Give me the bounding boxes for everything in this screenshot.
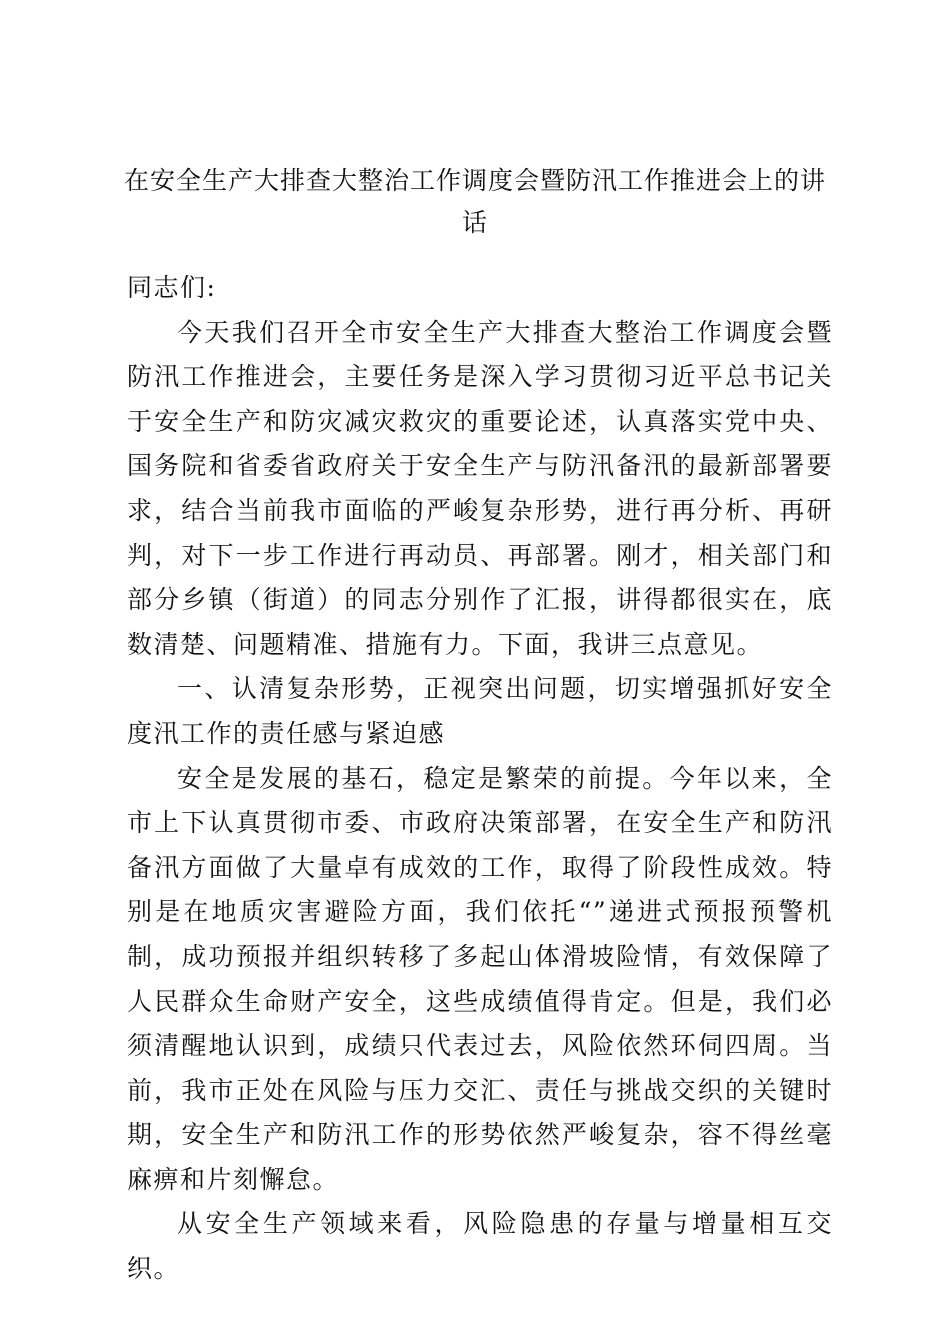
document-title: 在安全生产大排查大整治工作调度会暨防汛工作推进会上的讲话 [123,166,826,237]
document-body [127,266,833,1292]
salutation: 同志们: [127,273,217,302]
paragraph-safety-production: 从安全生产领域来看，风险隐患的存量与增量相互交织。 [127,1209,833,1284]
paragraph-intro: 今天我们召开全市安全生产大排查大整治工作调度会暨防汛工作推进会，主要任务是深入学习贯彻习近平总书记关于安全生产和防灾减灾救灾的重要论述，认真落实党中央、国务院和省委省政府关于安全生产与防汛备汛的最新部署要求，结合当前我市面临的严峻复杂形势，进行再分析、再研判，对下一步工作进行再动员、再部署。刚才，相关部门和部分乡镇（街道）的同志分别作了汇报，讲得都很实在，底数清楚、问题精准、措施有力。下面，我讲三点意见。 [127,317,833,659]
paragraph-situation: 安全是发展的基石，稳定是繁荣的前提。今年以来，全市上下认真贯彻市委、市政府决策部署，在安全生产和防汛备汛方面做了大量卓有成效的工作，取得了阶段性成效。特别是在地质灾害避险方面，我们依托“”递进式预报预警机制，成功预报并组织转移了多起山体滑坡险情，有效保障了人民群众生命财产安全，这些成绩值得肯定。但是，我们必须清醒地认识到，成绩只代表过去，风险依然环伺四周。当前，我市正处在风险与压力交汇、责任与挑战交织的关键时期，安全生产和防汛工作的形势依然严峻复杂，容不得丝毫麻痹和片刻懈怠。 [127,763,833,1194]
section-heading-one: 一、认清复杂形势，正视突出问题，切实增强抓好安全度汛工作的责任感与紧迫感 [127,674,833,748]
